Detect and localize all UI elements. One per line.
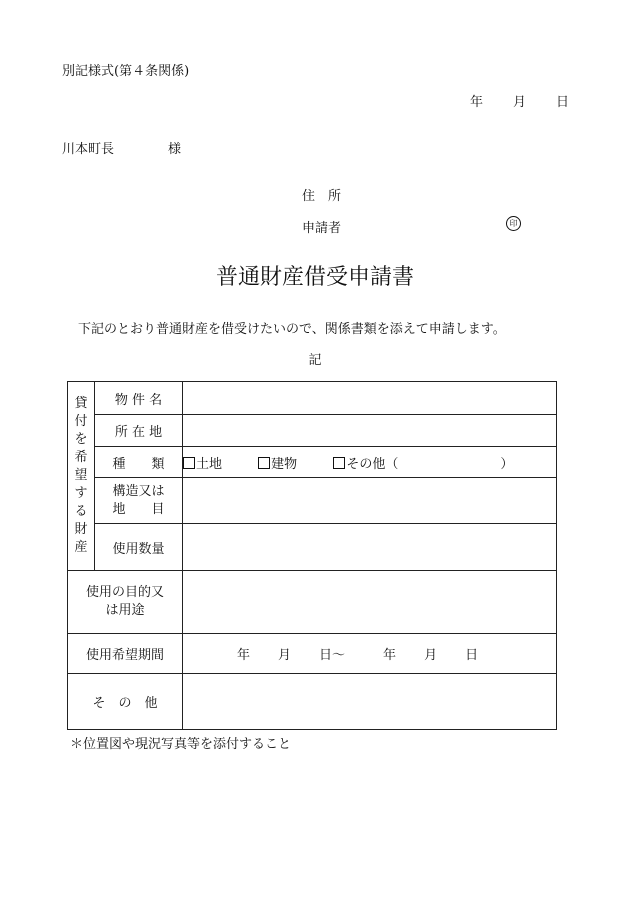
row-purpose — [68, 571, 557, 634]
row-structure — [68, 478, 557, 524]
row-quantity — [68, 524, 557, 571]
checkbox-icon[interactable] — [258, 457, 270, 469]
type-other-option[interactable]: その他（ ） — [333, 453, 513, 472]
date-line — [470, 91, 569, 110]
applicant-label: 申請者 — [302, 221, 342, 236]
row-property-name — [68, 382, 557, 415]
group-label: 貸 付 を 希 望 す る 財 産 — [68, 382, 95, 571]
address-label: 住 所 — [302, 189, 342, 204]
application-table — [67, 381, 557, 730]
footnote: ＊位置図や現況写真等を添付すること — [70, 737, 292, 752]
period-label: 使用希望期間 — [68, 634, 183, 674]
date-year-label: 年 — [470, 95, 484, 110]
row-location — [68, 415, 557, 447]
checkbox-icon[interactable] — [183, 457, 195, 469]
date-month-label: 月 — [513, 95, 527, 110]
type-land-option[interactable]: 土地 — [183, 453, 222, 472]
period-field[interactable]: 年 月 日〜 年 月 日 — [183, 634, 557, 674]
property-name-label: 物 件 名 — [95, 382, 183, 415]
row-type — [68, 447, 557, 478]
checkbox-icon[interactable] — [333, 457, 345, 469]
seal-mark: 印 — [506, 216, 521, 231]
ki-label: 記 — [308, 353, 322, 368]
form-label: 別記様式(第４条関係) — [62, 64, 190, 79]
property-name-field[interactable] — [183, 382, 557, 415]
type-options — [183, 447, 557, 478]
location-label: 所 在 地 — [95, 415, 183, 447]
type-label: 種 類 — [95, 447, 183, 478]
type-building-option[interactable]: 建物 — [258, 453, 297, 472]
other-label: そ の 他 — [68, 674, 183, 730]
row-period — [68, 634, 557, 674]
row-other — [68, 674, 557, 730]
structure-field[interactable] — [183, 478, 557, 524]
other-field[interactable] — [183, 674, 557, 730]
quantity-field[interactable] — [183, 524, 557, 571]
location-field[interactable] — [183, 415, 557, 447]
addressee-name: 川本町長 — [62, 142, 115, 157]
addressee — [62, 138, 181, 157]
purpose-field[interactable] — [183, 571, 557, 634]
quantity-label: 使用数量 — [95, 524, 183, 571]
purpose-label: 使用の目的又 は用途 — [68, 571, 183, 634]
intro-text: 下記のとおり普通財産を借受けたいので、関係書類を添えて申請します。 — [78, 322, 506, 337]
addressee-honorific: 様 — [168, 142, 182, 157]
date-day-label: 日 — [556, 95, 570, 110]
structure-label: 構造又は 地 目 — [95, 478, 183, 524]
document-title: 普通財産借受申請書 — [215, 265, 414, 290]
